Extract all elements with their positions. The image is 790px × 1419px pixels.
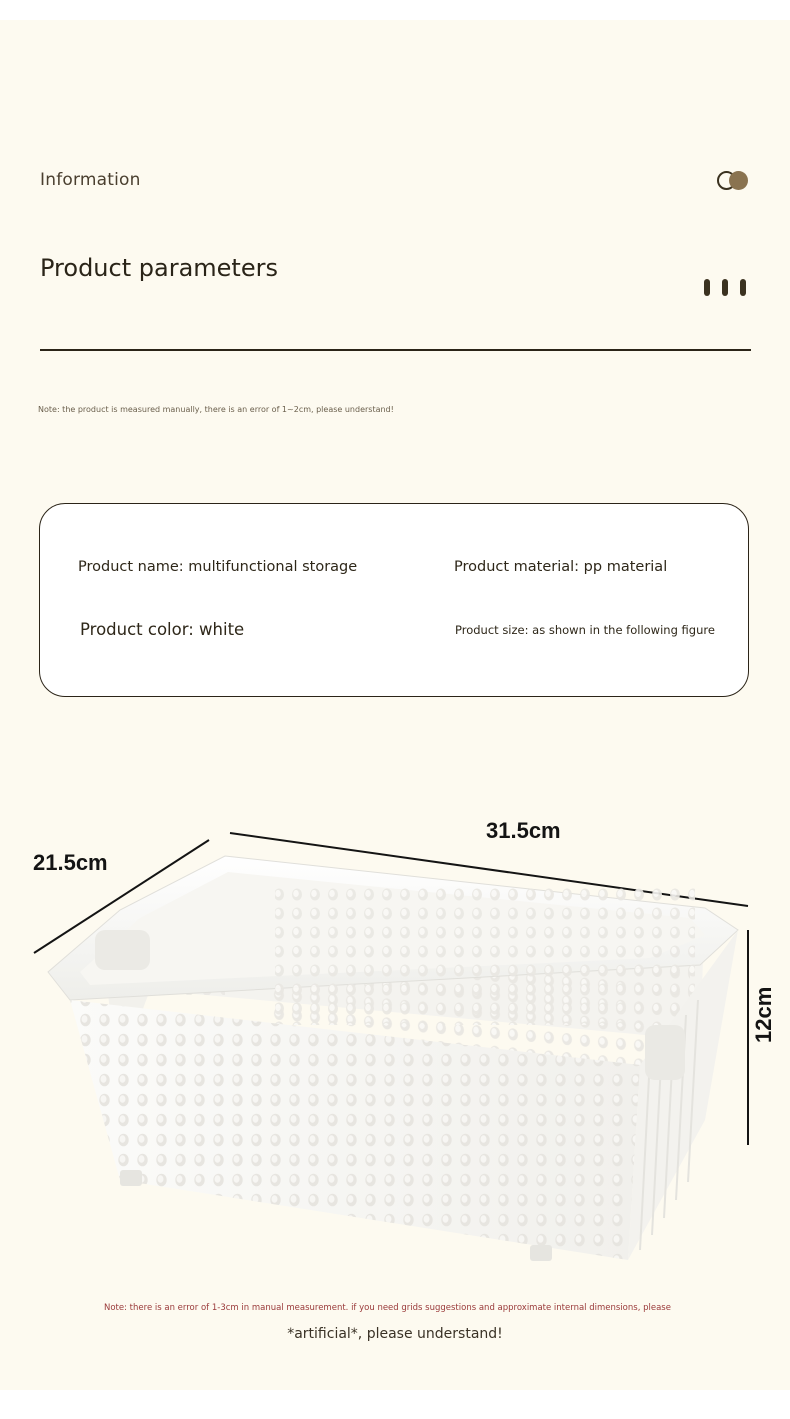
two-circles-icon xyxy=(716,170,750,190)
product-info-box xyxy=(39,503,749,697)
height-dimension: 12cm xyxy=(751,986,776,1043)
product-material: Product material: pp material xyxy=(454,559,668,575)
measurement-note: Note: the product is measured manually, there is an error of 1~2cm, please understand! xyxy=(38,405,394,414)
storage-basket-image xyxy=(0,790,790,1300)
page-title: Product parameters xyxy=(40,254,278,282)
product-size: Product size: as shown in the following figure xyxy=(455,623,715,637)
section-label: Information xyxy=(40,170,141,190)
bottom-note-continued: *artificial*, please understand! xyxy=(287,1326,503,1342)
product-dimension-figure xyxy=(0,790,790,1300)
three-bars-icon xyxy=(704,279,758,300)
product-color: Product color: white xyxy=(80,620,245,639)
divider xyxy=(40,349,751,351)
product-name: Product name: multifunctional storage xyxy=(78,559,358,575)
depth-dimension: 21.5cm xyxy=(33,850,108,875)
page-background xyxy=(0,20,790,1390)
width-dimension: 31.5cm xyxy=(486,818,561,843)
bottom-note: Note: there is an error of 1-3cm in manual measurement. if you need grids suggestions and approximate internal dimensions, please xyxy=(104,1303,671,1313)
